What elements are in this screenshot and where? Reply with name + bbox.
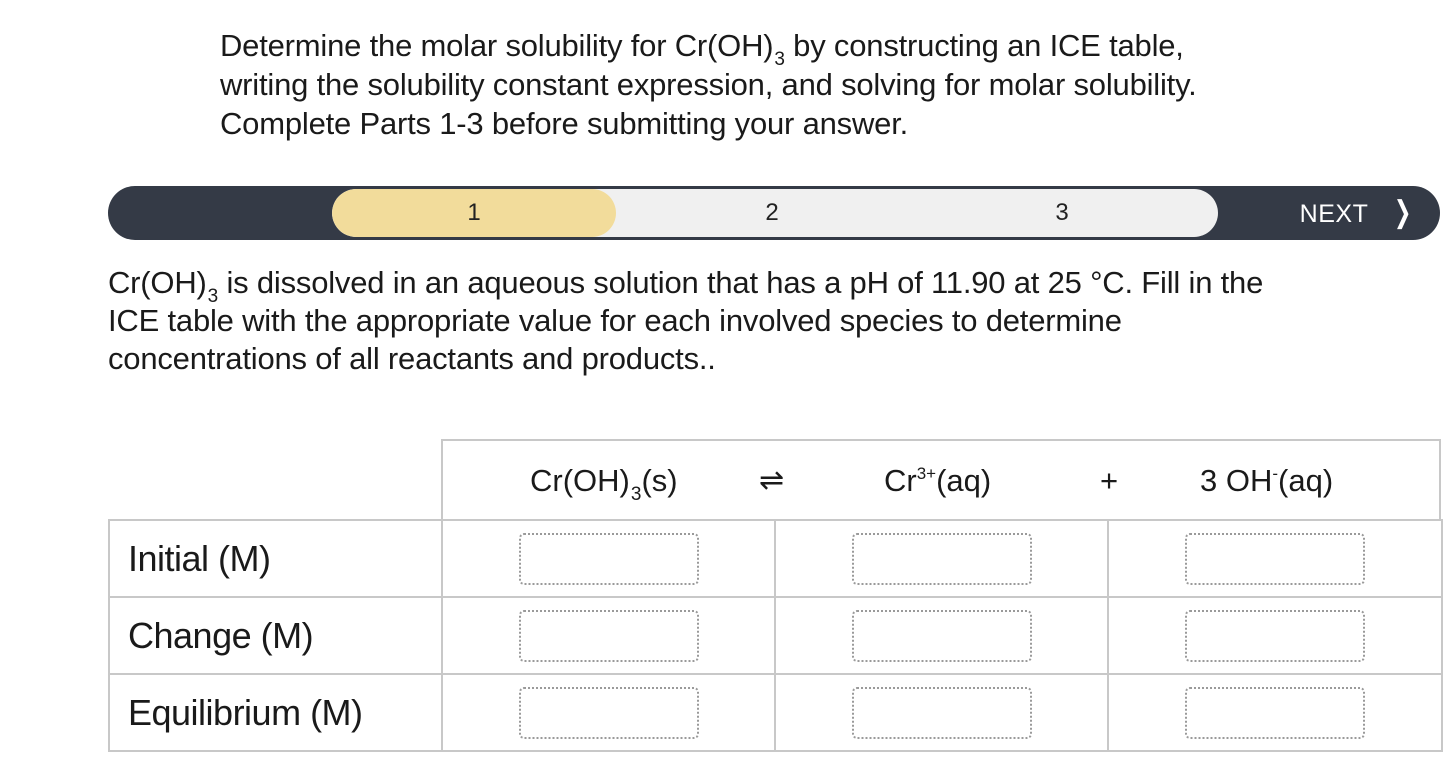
plus-sign: + bbox=[1100, 463, 1119, 498]
table-cell bbox=[1108, 520, 1442, 597]
question-line-1-end: is dissolved in an aqueous solution that has a pH of 11.90 at 25 °C. Fill in the bbox=[218, 265, 1264, 300]
instructions bbox=[220, 26, 1370, 143]
step-1-tab[interactable]: 1 bbox=[332, 189, 616, 237]
change-oh-input[interactable] bbox=[1185, 610, 1365, 662]
table-cell bbox=[442, 597, 775, 674]
table-cell bbox=[442, 520, 775, 597]
step-2-tab[interactable]: 2 bbox=[765, 199, 779, 226]
subscript: 3 bbox=[630, 484, 642, 505]
question-line-1 bbox=[108, 264, 1428, 307]
table-cell bbox=[775, 520, 1108, 597]
step-3-tab[interactable]: 3 bbox=[1055, 199, 1069, 226]
equilibrium-reactant-input[interactable] bbox=[519, 687, 699, 739]
table-cell bbox=[775, 674, 1108, 751]
step-navigation-bar bbox=[108, 186, 1440, 240]
subscript: 3 bbox=[207, 286, 219, 307]
product-2-formula: 3 OH bbox=[1200, 463, 1273, 498]
product-2-phase: (aq) bbox=[1278, 463, 1334, 498]
product-1-phase: (aq) bbox=[936, 463, 992, 498]
superscript: 3+ bbox=[916, 464, 937, 483]
table-row-change bbox=[109, 597, 1442, 674]
instructions-line-1 bbox=[220, 26, 1370, 70]
question-line-1-text: Cr(OH) bbox=[108, 265, 207, 300]
question-line-3: concentrations of all reactants and products.. bbox=[108, 341, 716, 376]
ice-table bbox=[108, 519, 1443, 752]
product-1-header bbox=[884, 441, 991, 521]
change-cr3-input[interactable] bbox=[852, 610, 1032, 662]
initial-cr3-input[interactable] bbox=[852, 533, 1032, 585]
chevron-right-icon: ❯ bbox=[1394, 196, 1413, 229]
row-label-equilibrium: Equilibrium (M) bbox=[109, 674, 442, 751]
table-row-equilibrium bbox=[109, 674, 1442, 751]
instructions-line-1-end: by constructing an ICE table, bbox=[784, 28, 1184, 63]
superscript: - bbox=[1272, 464, 1279, 483]
change-reactant-input[interactable] bbox=[519, 610, 699, 662]
ice-table-header bbox=[441, 439, 1441, 519]
reactant-formula: Cr(OH) bbox=[530, 463, 630, 498]
initial-reactant-input[interactable] bbox=[519, 533, 699, 585]
instructions-line-2: writing the solubility constant expression, and solving for molar solubility. bbox=[220, 67, 1197, 102]
next-button-label: NEXT bbox=[1299, 200, 1369, 228]
product-1-formula: Cr bbox=[884, 463, 917, 498]
next-button[interactable] bbox=[1300, 186, 1416, 240]
table-cell bbox=[775, 597, 1108, 674]
subscript: 3 bbox=[774, 49, 785, 70]
equilibrium-oh-input[interactable] bbox=[1185, 687, 1365, 739]
instructions-line-3: Complete Parts 1-3 before submitting your answer. bbox=[220, 106, 909, 141]
table-cell bbox=[442, 674, 775, 751]
product-2-header bbox=[1200, 441, 1333, 521]
equilibrium-cr3-input[interactable] bbox=[852, 687, 1032, 739]
table-cell bbox=[1108, 674, 1442, 751]
steps-track bbox=[332, 189, 1218, 237]
row-label-change: Change (M) bbox=[109, 597, 442, 674]
table-cell bbox=[1108, 597, 1442, 674]
equilibrium-arrow-icon: ⇌ bbox=[759, 464, 785, 497]
instructions-line-1-text: Determine the molar solubility for Cr(OH) bbox=[220, 28, 774, 63]
initial-oh-input[interactable] bbox=[1185, 533, 1365, 585]
question-line-2: ICE table with the appropriate value for each involved species to determine bbox=[108, 303, 1122, 338]
table-row-initial bbox=[109, 520, 1442, 597]
row-label-initial: Initial (M) bbox=[109, 520, 442, 597]
reactant-header bbox=[530, 441, 678, 521]
question-text bbox=[108, 264, 1428, 378]
reactant-phase: (s) bbox=[641, 463, 678, 498]
